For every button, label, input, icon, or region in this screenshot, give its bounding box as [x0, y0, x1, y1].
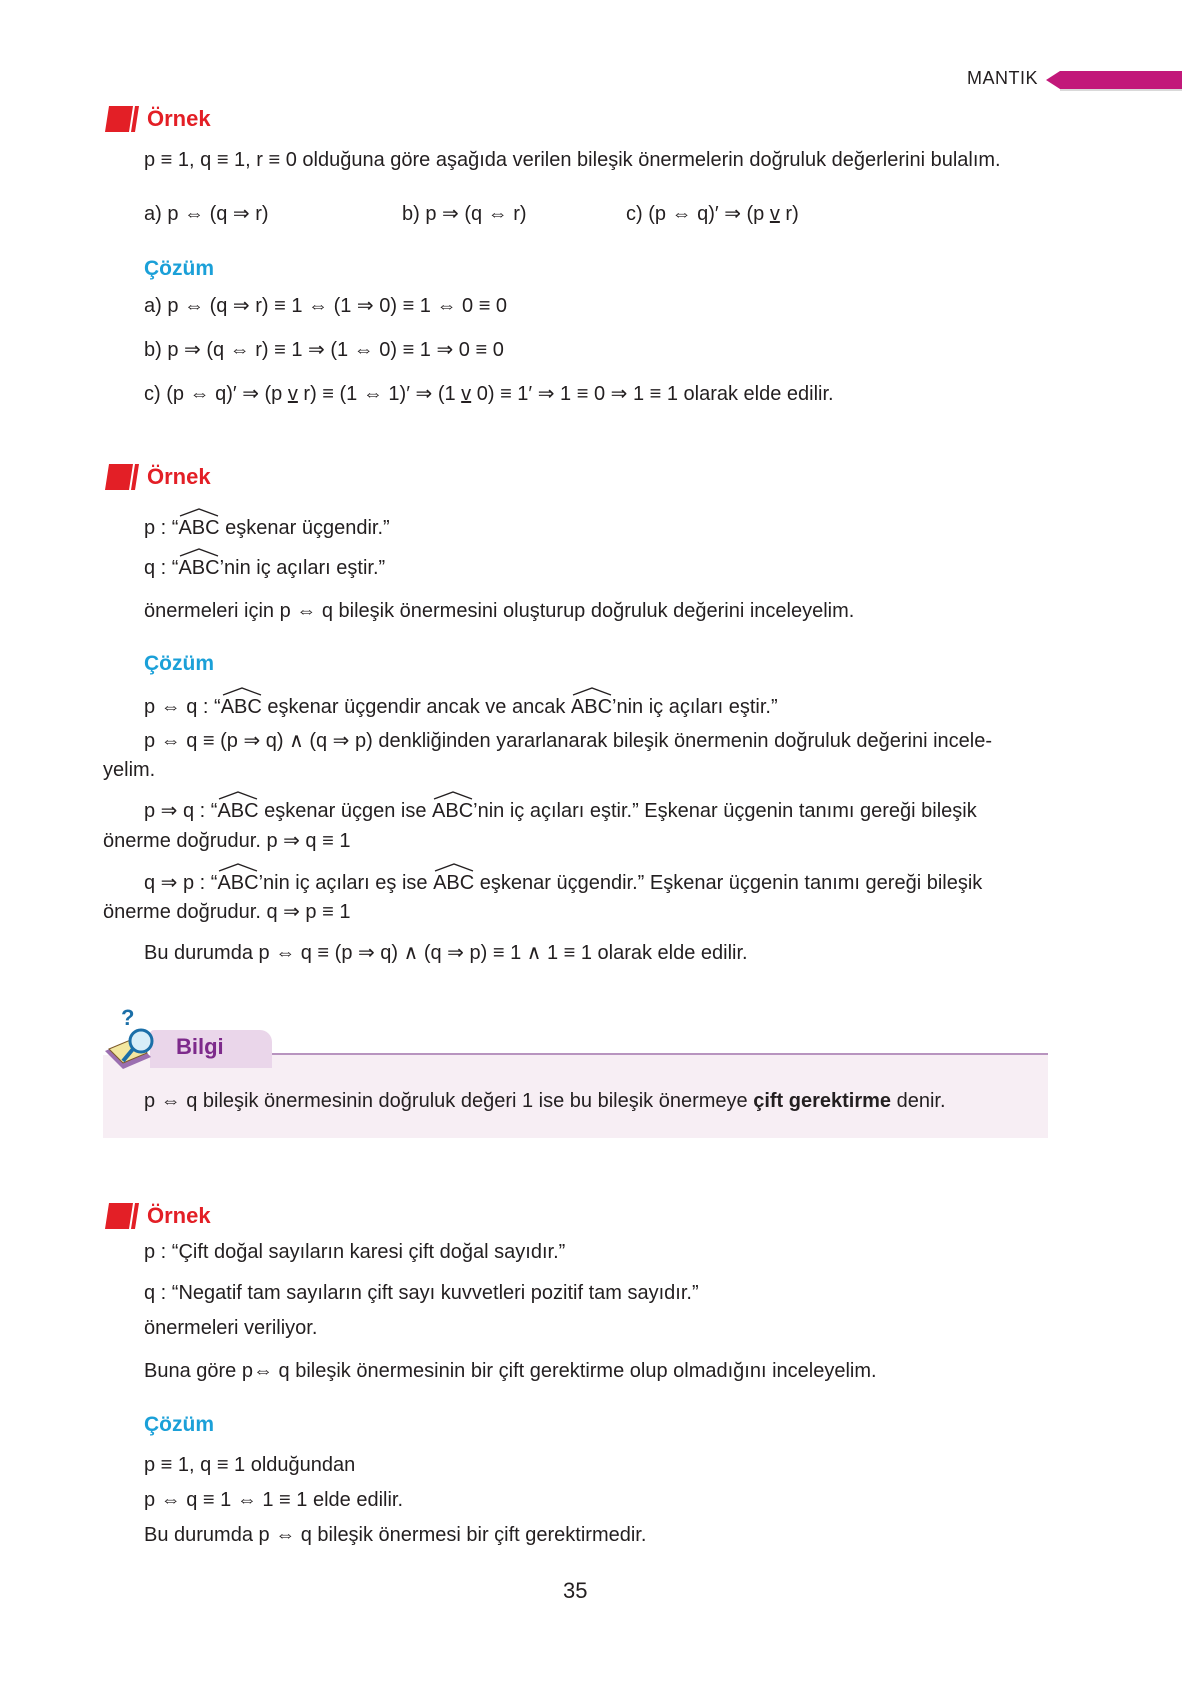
example-1-solution-b: b) p ⇒ (q ⇔ r) ≡ 1 ⇒ (1 ⇔ 0) ≡ 1 ⇒ 0 ≡ 0 — [144, 339, 504, 361]
page-number: 35 — [563, 1578, 588, 1603]
svg-text:?: ? — [121, 1005, 135, 1030]
example-2-solution-line-2-cont: yelim. — [103, 759, 156, 781]
example-3-solution-line-2: p ⇔ q ≡ 1 ⇔ 1 ≡ 1 elde edilir. — [144, 1489, 404, 1511]
example-3-premise-q: q : “Negatif tam sayıların çift sayı kuvvetleri pozitif tam sayıdır.” — [144, 1282, 699, 1304]
example-2-solution-line-4: q ⇒ p : “ ABC’nin iç açıları eş ise ABC eşkenar üçgendir.” Eşkenar üçgenin tanımı gereği bileşik — [144, 871, 982, 895]
example-label: Örnek — [147, 1203, 211, 1228]
chapter-accent-bar — [1046, 69, 1182, 91]
example-2-prompt: önermeleri için p ⇔ q bileşik önermesini oluşturup doğruluk değerini inceleyelim. — [144, 600, 855, 622]
example-2-solution-conclusion: Bu durumda p ⇔ q ≡ (p ⇒ q) ∧ (q ⇒ p) ≡ 1 ∧ 1 ≡ 1 olarak elde edilir. — [144, 942, 748, 964]
arc-accent-icon — [572, 686, 612, 696]
example-1-heading — [103, 104, 211, 134]
example-2-solution-label: Çözüm — [144, 652, 214, 675]
example-2-solution-line-2: p ⇔ q ≡ (p ⇒ q) ∧ (q ⇒ p) denkliğinden yararlanarak bileşik önermenin doğruluk değerini incele- — [144, 730, 993, 752]
example-3-heading — [103, 1201, 211, 1231]
example-3-given: önermeleri veriliyor. — [144, 1317, 318, 1339]
example-badge-icon — [103, 1201, 141, 1231]
example-1-solution-a: a) p ⇔ (q ⇒ r) ≡ 1 ⇔ (1 ⇒ 0) ≡ 1 ⇔ 0 ≡ 0 — [144, 295, 508, 317]
chapter-title: MANTIK — [967, 68, 1039, 88]
arc-accent-icon — [433, 790, 473, 800]
example-label: Örnek — [147, 464, 211, 489]
arc-accent-icon — [218, 862, 258, 872]
example-2-solution-line-3-cont: önerme doğrudur. p ⇒ q ≡ 1 — [103, 830, 351, 852]
example-1-option-a: a) p ⇔ (q ⇒ r) — [144, 203, 269, 225]
example-3-solution-line-1: p ≡ 1, q ≡ 1 olduğundan — [144, 1454, 356, 1476]
example-1-option-b: b) p ⇒ (q ⇔ r) — [402, 203, 527, 225]
example-label: Örnek — [147, 106, 211, 131]
example-badge-icon — [103, 104, 141, 134]
arc-accent-icon — [179, 507, 219, 517]
example-3-solution-line-3: Bu durumda p ⇔ q bileşik önermesi bir çift gerektirmedir. — [144, 1524, 647, 1546]
example-badge-icon — [103, 462, 141, 492]
example-1-solution-c: c) (p ⇔ q)′ ⇒ (p v r) ≡ (1 ⇔ 1)′ ⇒ (1 v 0) ≡ 1′ ⇒ 1 ≡ 0 ⇒ 1 ≡ 1 olarak elde edilir. — [144, 383, 834, 405]
info-divider — [272, 1053, 1048, 1055]
example-3-prompt: Buna göre p⇔ q bileşik önermesinin bir çift gerektirme olup olmadığını inceleyelim. — [144, 1360, 877, 1382]
example-2-premise-q: q : “ ABC’nin iç açıları eştir.” — [144, 556, 385, 580]
arc-accent-icon — [222, 686, 262, 696]
example-3-premise-p: p : “Çift doğal sayıların karesi çift doğal sayıdır.” — [144, 1241, 566, 1263]
info-magnifier-icon — [103, 1005, 165, 1071]
info-text: p ⇔ q bileşik önermesinin doğruluk değeri 1 ise bu bileşik önermeye çift gerektirme denir. — [144, 1090, 946, 1112]
example-1-option-c: c) (p ⇔ q)′ ⇒ (p v r) — [626, 203, 799, 225]
arc-accent-icon — [434, 862, 474, 872]
example-1-solution-label: Çözüm — [144, 257, 214, 280]
example-3-solution-label: Çözüm — [144, 1413, 214, 1436]
example-2-solution-line-1: p ⇔ q : “ ABC eşkenar üçgendir ancak ve ancak ABC’nin iç açıları eştir.” — [144, 695, 778, 719]
example-1-statement: p ≡ 1, q ≡ 1, r ≡ 0 olduğuna göre aşağıda verilen bileşik önermelerin doğruluk değerlerini bulalım. — [144, 149, 1001, 171]
example-2-solution-line-3: p ⇒ q : “ ABC eşkenar üçgen ise ABC’nin iç açıları eştir.” Eşkenar üçgenin tanımı gereği bileşik — [144, 799, 977, 823]
example-2-heading — [103, 462, 211, 492]
info-label: Bilgi — [176, 1034, 224, 1059]
example-2-premise-p: p : “ ABC eşkenar üçgendir.” — [144, 516, 390, 540]
arc-accent-icon — [218, 790, 258, 800]
example-2-solution-line-4-cont: önerme doğrudur. q ⇒ p ≡ 1 — [103, 901, 351, 923]
arc-accent-icon — [179, 547, 219, 557]
